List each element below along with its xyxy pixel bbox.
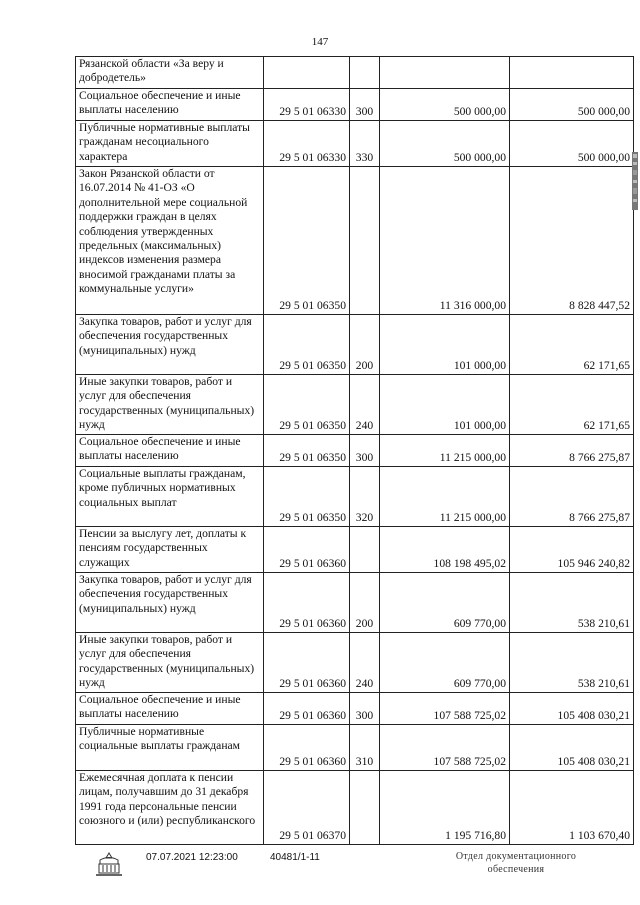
row-plan: 101 000,00	[380, 315, 510, 375]
row-type: 240	[350, 633, 380, 693]
row-plan: 11 215 000,00	[380, 467, 510, 527]
row-plan: 609 770,00	[380, 573, 510, 633]
row-code: 29 5 01 06360	[264, 633, 350, 693]
row-exec: 105 946 240,82	[510, 527, 634, 573]
row-name: Закупка товаров, работ и услуг для обеспечения государственных (муниципальных) нужд	[76, 315, 264, 375]
row-exec: 105 408 030,21	[510, 693, 634, 725]
row-type: 300	[350, 693, 380, 725]
row-plan: 101 000,00	[380, 375, 510, 435]
row-exec: 62 171,65	[510, 375, 634, 435]
row-type	[350, 167, 380, 315]
row-code: 29 5 01 06360	[264, 573, 350, 633]
row-name: Социальное обеспечение и иные выплаты населению	[76, 693, 264, 725]
row-exec: 538 210,61	[510, 573, 634, 633]
row-exec: 500 000,00	[510, 89, 634, 121]
row-exec: 8 828 447,52	[510, 167, 634, 315]
table-row	[76, 121, 634, 167]
row-type	[350, 57, 380, 89]
row-plan: 107 588 725,02	[380, 725, 510, 771]
row-code: 29 5 01 06350	[264, 315, 350, 375]
row-plan: 108 198 495,02	[380, 527, 510, 573]
stamp-line: Отдел документационного	[455, 851, 577, 862]
row-exec: 62 171,65	[510, 315, 634, 375]
row-name: Иные закупки товаров, работ и услуг для обеспечения государственных (муниципальных) нужд	[76, 375, 264, 435]
row-code: 29 5 01 06330	[264, 89, 350, 121]
row-code: 29 5 01 06350	[264, 167, 350, 315]
row-type: 200	[350, 315, 380, 375]
row-name: Пенсии за выслугу лет, доплаты к пенсиям государственных служащих	[76, 527, 264, 573]
row-exec: 1 103 670,40	[510, 771, 634, 845]
row-plan	[380, 57, 510, 89]
table-row	[76, 467, 634, 527]
row-plan: 500 000,00	[380, 89, 510, 121]
row-code: 29 5 01 06370	[264, 771, 350, 845]
row-name: Социальное обеспечение и иные выплаты населению	[76, 435, 264, 467]
row-exec	[510, 57, 634, 89]
coat-of-arms-icon	[92, 852, 126, 878]
row-name: Социальные выплаты гражданам, кроме публичных нормативных социальных выплат	[76, 467, 264, 527]
row-code: 29 5 01 06360	[264, 725, 350, 771]
row-code: 29 5 01 06350	[264, 375, 350, 435]
row-exec: 8 766 275,87	[510, 467, 634, 527]
row-name: Рязанской области «За веру и добродетель»	[76, 57, 264, 89]
row-exec: 105 408 030,21	[510, 725, 634, 771]
stamp-line: обеспечения	[487, 864, 545, 875]
row-type	[350, 527, 380, 573]
row-exec: 500 000,00	[510, 121, 634, 167]
row-type: 200	[350, 573, 380, 633]
row-type: 330	[350, 121, 380, 167]
row-code: 29 5 01 06360	[264, 693, 350, 725]
row-plan: 107 588 725,02	[380, 693, 510, 725]
row-exec: 538 210,61	[510, 633, 634, 693]
row-type: 300	[350, 435, 380, 467]
scan-edge-marks	[630, 152, 640, 210]
row-plan: 11 316 000,00	[380, 167, 510, 315]
row-name: Закупка товаров, работ и услуг для обеспечения государственных (муниципальных) нужд	[76, 573, 264, 633]
table-row	[76, 573, 634, 633]
table-row	[76, 693, 634, 725]
table-row	[76, 167, 634, 315]
table-row	[76, 315, 634, 375]
row-code: 29 5 01 06330	[264, 121, 350, 167]
print-timestamp: 07.07.2021 12:23:00	[146, 852, 238, 863]
department-stamp	[446, 850, 586, 876]
page-footer	[0, 848, 640, 905]
row-name: Социальное обеспечение и иные выплаты населению	[76, 89, 264, 121]
row-type: 240	[350, 375, 380, 435]
page-number: 147	[311, 36, 329, 48]
row-type: 300	[350, 89, 380, 121]
table-row	[76, 633, 634, 693]
row-plan: 500 000,00	[380, 121, 510, 167]
row-code: 29 5 01 06350	[264, 435, 350, 467]
table-row	[76, 435, 634, 467]
row-plan: 1 195 716,80	[380, 771, 510, 845]
row-name: Ежемесячная доплата к пенсии лицам, получавшим до 31 декабря 1991 года персональные пенсии союзного и (или) республиканского	[76, 771, 264, 845]
row-exec: 8 766 275,87	[510, 435, 634, 467]
table-row	[76, 527, 634, 573]
row-type: 320	[350, 467, 380, 527]
table-row	[76, 771, 634, 845]
table-row	[76, 725, 634, 771]
row-plan: 609 770,00	[380, 633, 510, 693]
budget-table	[75, 56, 634, 845]
table-row	[76, 89, 634, 121]
row-plan: 11 215 000,00	[380, 435, 510, 467]
row-name: Иные закупки товаров, работ и услуг для обеспечения государственных (муниципальных) нужд	[76, 633, 264, 693]
table-row	[76, 57, 634, 89]
row-name: Публичные нормативные социальные выплаты гражданам	[76, 725, 264, 771]
row-code: 29 5 01 06360	[264, 527, 350, 573]
row-type: 310	[350, 725, 380, 771]
row-name: Закон Рязанской области от 16.07.2014 № 41-ОЗ «О дополнительной мере социальной поддержки граждан в целях соблюдения утвержденных предельных (максимальных) индексов изменения размера вносимой гражданами платы за коммунальные услуги»	[76, 167, 264, 315]
row-type	[350, 771, 380, 845]
row-code	[264, 57, 350, 89]
document-number: 40481/1-11	[270, 852, 320, 863]
row-name: Публичные нормативные выплаты гражданам несоциального характера	[76, 121, 264, 167]
row-code: 29 5 01 06350	[264, 467, 350, 527]
table-row	[76, 375, 634, 435]
